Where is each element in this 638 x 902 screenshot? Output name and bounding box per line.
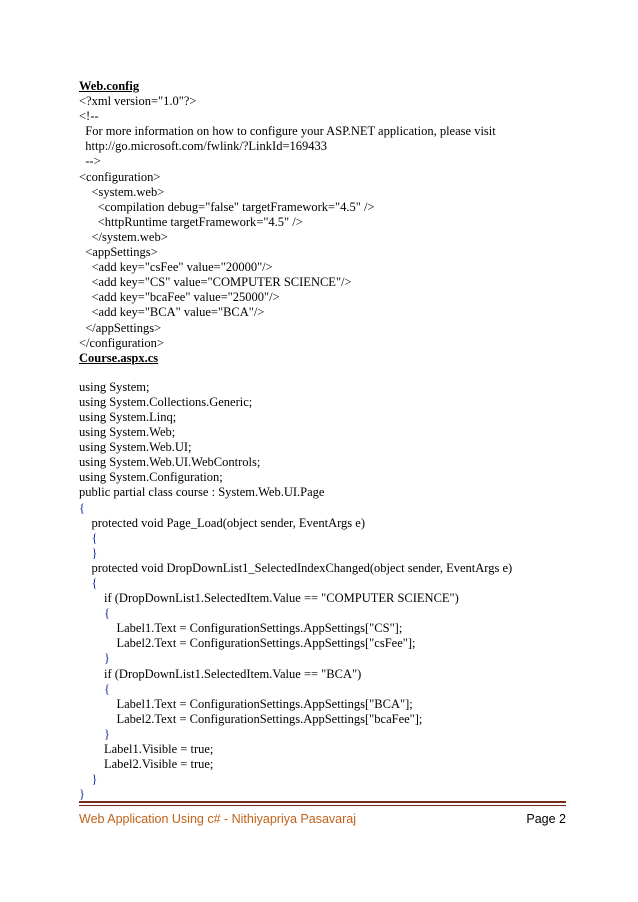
code-line: } <box>79 545 98 560</box>
page-number: Page 2 <box>526 812 566 826</box>
code-line: <compilation debug="false" targetFramework="4.5" /> <box>79 199 375 214</box>
webconfig-code <box>79 94 579 351</box>
code-line: { <box>79 500 85 515</box>
code-line: if (DropDownList1.SelectedItem.Value == "COMPUTER SCIENCE") <box>79 591 459 606</box>
code-line: <system.web> <box>79 184 165 199</box>
code-line: using System.Web; <box>79 425 176 440</box>
code-line: <!-- <box>79 109 99 124</box>
code-line: using System.Configuration; <box>79 470 223 485</box>
code-line: using System.Web.UI; <box>79 440 192 455</box>
code-line: For more information on how to configure your ASP.NET application, please visit <box>79 124 496 139</box>
code-line: </system.web> <box>79 229 168 244</box>
code-line: Label1.Visible = true; <box>79 742 214 757</box>
code-line: { <box>79 681 110 696</box>
footer-rule <box>79 801 566 803</box>
code-line: public partial class course : System.Web.UI.Page <box>79 485 325 500</box>
code-line: </configuration> <box>79 335 164 350</box>
code-line: Label1.Text = ConfigurationSettings.AppSettings["CS"]; <box>79 621 403 636</box>
course-heading: Course.aspx.cs <box>79 350 159 365</box>
code-line: <appSettings> <box>79 245 158 260</box>
code-line: using System; <box>79 379 150 394</box>
course-code <box>79 380 579 803</box>
code-line: using System.Web.UI.WebControls; <box>79 455 261 470</box>
spacer <box>79 366 579 380</box>
code-line: { <box>79 606 110 621</box>
code-line: <add key="CS" value="COMPUTER SCIENCE"/> <box>79 275 352 290</box>
code-line: Label2.Text = ConfigurationSettings.AppSettings["bcaFee"]; <box>79 711 423 726</box>
code-line: <add key="csFee" value="20000"/> <box>79 260 273 275</box>
code-line: if (DropDownList1.SelectedItem.Value == "BCA") <box>79 666 362 681</box>
code-line: } <box>79 787 85 802</box>
code-line: } <box>79 651 110 666</box>
code-line: Label2.Text = ConfigurationSettings.AppSettings["csFee"]; <box>79 636 416 651</box>
code-line: { <box>79 576 98 590</box>
footer-rule-thin <box>79 805 566 806</box>
code-line: http://go.microsoft.com/fwlink/?LinkId=169433 <box>79 139 327 154</box>
code-line: <httpRuntime targetFramework="4.5" /> <box>79 214 303 229</box>
page-content <box>79 79 579 802</box>
webconfig-heading: Web.config <box>79 79 140 93</box>
code-line: --> <box>79 154 101 169</box>
code-line: </appSettings> <box>79 320 162 335</box>
code-line: } <box>79 726 110 741</box>
code-line: } <box>79 772 98 787</box>
code-line: <configuration> <box>79 169 161 184</box>
code-line: using System.Linq; <box>79 409 177 424</box>
code-line: { <box>79 530 98 545</box>
code-line: Label2.Visible = true; <box>79 757 214 772</box>
code-line: Label1.Text = ConfigurationSettings.AppSettings["BCA"]; <box>79 696 413 711</box>
code-line: protected void Page_Load(object sender, EventArgs e) <box>79 515 365 530</box>
code-line: using System.Collections.Generic; <box>79 394 253 409</box>
code-line: <add key="bcaFee" value="25000"/> <box>79 290 280 305</box>
code-line: <add key="BCA" value="BCA"/> <box>79 305 265 320</box>
code-line: protected void DropDownList1_SelectedIndexChanged(object sender, EventArgs e) <box>79 560 513 575</box>
footer-title: Web Application Using c# - Nithiyapriya Pasavaraj <box>79 812 356 826</box>
code-line: <?xml version="1.0"?> <box>79 94 197 109</box>
